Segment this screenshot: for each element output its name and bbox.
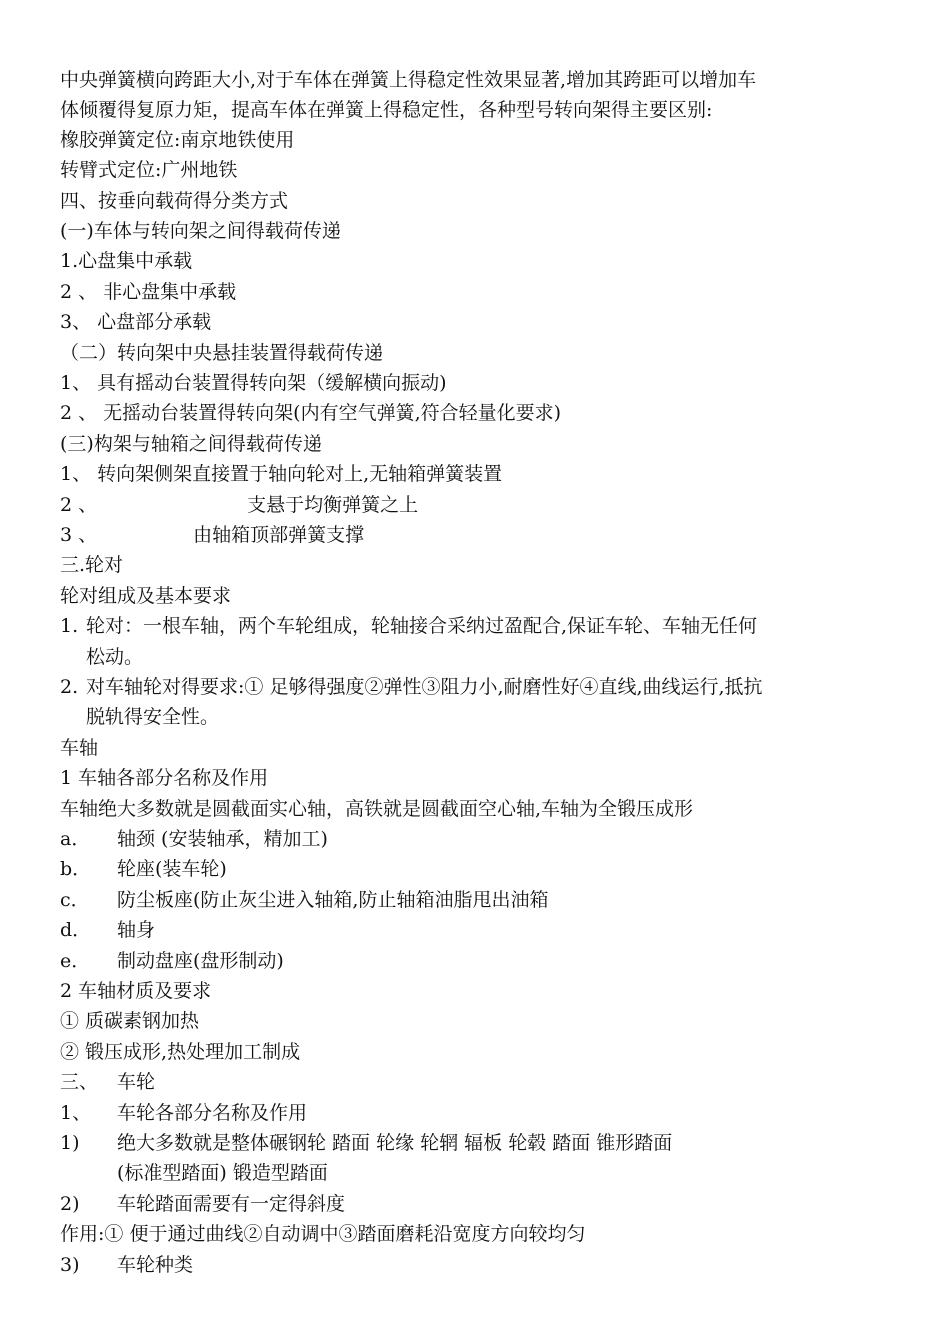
subsection-heading: (三)构架与轴箱之间得载荷传递	[60, 433, 322, 455]
subsection-heading: (一)车体与转向架之间得载荷传递	[60, 220, 341, 242]
item-text: 制动盘座(盘形制动)	[117, 950, 284, 972]
item-label: 1)	[60, 1132, 80, 1154]
paragraph-line: 车轴绝大多数就是圆截面实心轴，高铁就是圆截面空心轴,车轴为全锻压成形	[60, 798, 694, 820]
subsection-heading: 2 车轴材质及要求	[60, 980, 212, 1002]
list-item: 1、 具有摇动台装置得转向架（缓解横向振动)	[60, 372, 447, 394]
subsection-heading: （二）转向架中央悬挂装置得载荷传递	[60, 342, 384, 364]
lettered-item	[60, 885, 900, 915]
item-text: 车轮踏面需要有一定得斜度	[117, 1193, 346, 1215]
paragraph-line: 作用:① 便于通过曲线②自动调中③踏面磨耗沿宽度方向较均匀	[60, 1223, 586, 1245]
numbered-item-continuation	[60, 642, 900, 672]
subsection-heading	[60, 1098, 900, 1128]
item-label: c．	[60, 889, 90, 911]
list-item: 2 、 非心盘集中承载	[60, 281, 237, 303]
item-label: 2)	[60, 1193, 80, 1215]
numbered-item-continuation	[60, 702, 900, 732]
item-text: 轴身	[117, 919, 156, 941]
lettered-item	[60, 824, 900, 854]
item-text: 轮座(装车轮)	[117, 858, 227, 880]
item-text: 车轮种类	[117, 1254, 194, 1276]
item-label: a．	[60, 828, 91, 850]
list-item: 2 、 无摇动台装置得转向架(内有空气弹簧,符合轻量化要求)	[60, 402, 562, 424]
subsection-heading: 轮对组成及基本要求	[60, 585, 232, 607]
item-text: 车轮各部分名称及作用	[117, 1102, 308, 1124]
list-text: 松动。	[86, 646, 144, 668]
list-item: 3、 心盘部分承载	[60, 311, 212, 333]
section-heading	[60, 1067, 900, 1097]
lettered-item	[60, 854, 900, 884]
list-number: 2 、	[60, 494, 98, 516]
list-text: 脱轨得安全性。	[86, 706, 220, 728]
paragraph-line: 中央弹簧横向跨距大小,对于车体在弹簧上得稳定性效果显著,增加其跨距可以增加车	[60, 69, 757, 91]
item-label: d．	[60, 919, 92, 941]
item-label: 1、	[60, 1102, 92, 1124]
section-heading: 三.轮对	[60, 554, 124, 576]
list-text: 轮对：一根车轴，两个车轮组成，轮轴接合采纳过盈配合,保证车轮、车轴无任何	[86, 615, 758, 637]
section-heading: 四、按垂向载荷得分类方式	[60, 190, 289, 212]
numbered-item	[60, 611, 900, 641]
section-heading: 车轴	[60, 737, 99, 759]
list-text: 支悬于均衡弹簧之上	[247, 494, 419, 516]
numbered-item	[60, 1128, 900, 1158]
numbered-item-continuation	[60, 1158, 900, 1188]
paragraph-line: 转臂式定位:广州地铁	[60, 159, 238, 181]
list-text: 由轴箱顶部弹簧支撑	[193, 524, 365, 546]
item-text: (标准型踏面) 锻造型踏面	[117, 1162, 328, 1184]
item-text: 轴颈 (安装轴承，精加工)	[117, 828, 328, 850]
list-item	[60, 490, 900, 520]
item-label: e．	[60, 950, 91, 972]
list-item	[60, 520, 900, 550]
list-number: 3 、	[60, 524, 98, 546]
item-text: 防尘板座(防止灰尘进入轴箱,防止轴箱油脂甩出油箱	[117, 889, 549, 911]
item-label: b．	[60, 858, 92, 880]
list-item: ① 质碳素钢加热	[60, 1010, 200, 1032]
list-number: 1.	[60, 615, 79, 637]
list-item: 1.心盘集中承载	[60, 250, 193, 272]
paragraph-line: 体倾覆得复原力矩，提高车体在弹簧上得稳定性，各种型号转向架得主要区别:	[60, 99, 713, 121]
numbered-item	[60, 672, 900, 702]
numbered-item	[60, 1189, 900, 1219]
list-item: 1、 转向架侧架直接置于轴向轮对上,无轴箱弹簧装置	[60, 463, 503, 485]
list-number: 2.	[60, 676, 79, 698]
list-item: ② 锻压成形,热处理加工制成	[60, 1041, 301, 1063]
item-text: 绝大多数就是整体碾钢轮 踏面 轮缘 轮辋 辐板 轮毂 踏面 锥形踏面	[117, 1132, 673, 1154]
item-label: 3)	[60, 1254, 80, 1276]
numbered-item	[60, 1250, 900, 1280]
list-text: 对车轴轮对得要求:① 足够得强度②弹性③阻力小,耐磨性好④直线,曲线运行,抵抗	[86, 676, 763, 698]
lettered-item	[60, 946, 900, 976]
item-text: 车轮	[117, 1071, 156, 1093]
paragraph-line: 橡胶弹簧定位:南京地铁使用	[60, 129, 295, 151]
item-label: 三、	[60, 1071, 99, 1093]
subsection-heading: 1 车轴各部分名称及作用	[60, 767, 269, 789]
lettered-item	[60, 915, 900, 945]
